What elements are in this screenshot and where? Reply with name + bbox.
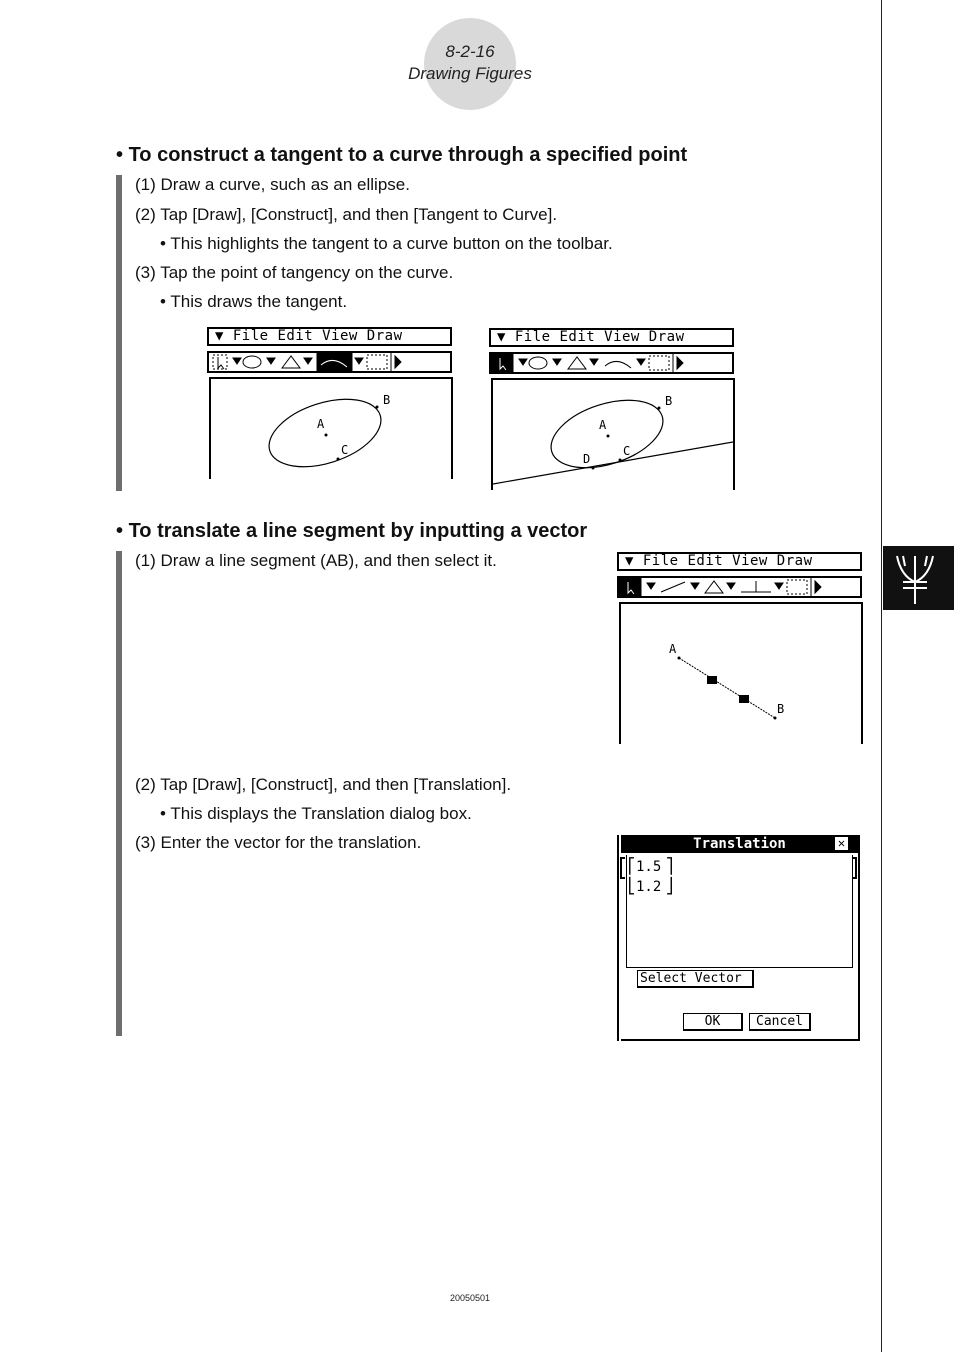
point-label: C xyxy=(623,444,631,458)
toolbar-icons xyxy=(209,353,450,371)
cancel-button[interactable]: Cancel xyxy=(749,1013,811,1031)
section1-step: (1) Draw a curve, such as an ellipse. xyxy=(135,175,410,194)
section1-note: • This highlights the tangent to a curve button on the toolbar. xyxy=(160,234,613,253)
geometry-icon xyxy=(883,546,954,610)
menu-down-icon: ▼ xyxy=(497,329,515,345)
menu-bar[interactable] xyxy=(617,552,862,571)
page-edge-rule xyxy=(881,0,882,1352)
dialog-title: Translation xyxy=(621,835,858,853)
vector-x-value: 1.5 xyxy=(636,859,662,875)
section2-step: (3) Enter the vector for the translation. xyxy=(135,833,422,852)
ellipse-figure xyxy=(211,379,451,479)
point-label: A xyxy=(669,642,677,656)
section1-step: (2) Tap [Draw], [Construct], and then [Tangent to Curve]. xyxy=(135,205,558,224)
scroll-indicator xyxy=(852,857,857,879)
section2-step: (2) Tap [Draw], [Construct], and then [Translation]. xyxy=(135,775,512,794)
toolbar-icons xyxy=(491,354,732,372)
point-label: A xyxy=(317,417,325,431)
drawing-area[interactable] xyxy=(209,377,453,479)
dialog-bottom-border xyxy=(621,1039,858,1041)
section1-title: To construct a tangent to a curve through a specified point xyxy=(128,144,688,166)
point-label: B xyxy=(777,702,785,716)
vector-y-value: 1.2 xyxy=(636,879,662,895)
menu-labels: File Edit View Draw xyxy=(232,328,403,344)
toolbar[interactable] xyxy=(489,352,734,374)
drawing-area[interactable] xyxy=(619,602,863,744)
point-label: C xyxy=(341,443,349,457)
toolbar[interactable] xyxy=(617,576,862,598)
menu-bar[interactable] xyxy=(489,328,734,347)
section1-note: • This draws the tangent. xyxy=(160,292,348,311)
close-icon[interactable]: ✕ xyxy=(835,837,848,850)
section1-step: (3) Tap the point of tangency on the curve. xyxy=(135,263,454,282)
toolbar[interactable] xyxy=(207,351,452,373)
section2-title: To translate a line segment by inputting a vector xyxy=(128,520,588,542)
menu-labels: File Edit View Draw xyxy=(642,553,813,569)
calculator-screen-1 xyxy=(207,327,453,479)
section1-heading: • To construct a tangent to a curve through a specified point xyxy=(116,144,688,166)
ellipse-tangent-figure xyxy=(493,380,733,490)
vector-input-area[interactable]: ⎡ ⎣ 1.5 1.2 ⎤ ⎦ xyxy=(626,855,853,968)
point-label: B xyxy=(665,394,673,408)
menu-down-icon: ▼ xyxy=(625,553,643,569)
section2-step: (1) Draw a line segment (AB), and then select it. xyxy=(135,551,497,570)
ok-button[interactable]: OK xyxy=(683,1013,743,1031)
select-vector-button[interactable]: Select Vector xyxy=(637,970,754,988)
scroll-indicator xyxy=(620,857,625,879)
calculator-screen-2 xyxy=(489,328,735,490)
section2-note: • This displays the Translation dialog box. xyxy=(160,804,472,823)
translation-dialog-screen xyxy=(617,835,860,1041)
calculator-screen-3 xyxy=(617,552,863,744)
menu-labels: File Edit View Draw xyxy=(514,329,685,345)
section2-bar xyxy=(116,551,122,1036)
drawing-area[interactable] xyxy=(491,378,735,490)
section1-bar xyxy=(116,175,122,491)
menu-down-icon: ▼ xyxy=(215,328,233,344)
toolbar-icons xyxy=(619,578,860,596)
point-label: A xyxy=(599,418,607,432)
page-number: 8-2-16 xyxy=(445,42,495,61)
footer-code: 20050501 xyxy=(449,1293,491,1303)
menu-bar[interactable] xyxy=(207,327,452,346)
point-label: D xyxy=(583,452,591,466)
section2-heading: • To translate a line segment by inputting a vector xyxy=(116,520,588,542)
section-title: Drawing Figures xyxy=(408,64,532,83)
point-label: B xyxy=(383,393,391,407)
chapter-tab xyxy=(883,546,954,610)
line-segment-figure xyxy=(621,604,861,744)
translation-dialog xyxy=(617,835,860,1041)
